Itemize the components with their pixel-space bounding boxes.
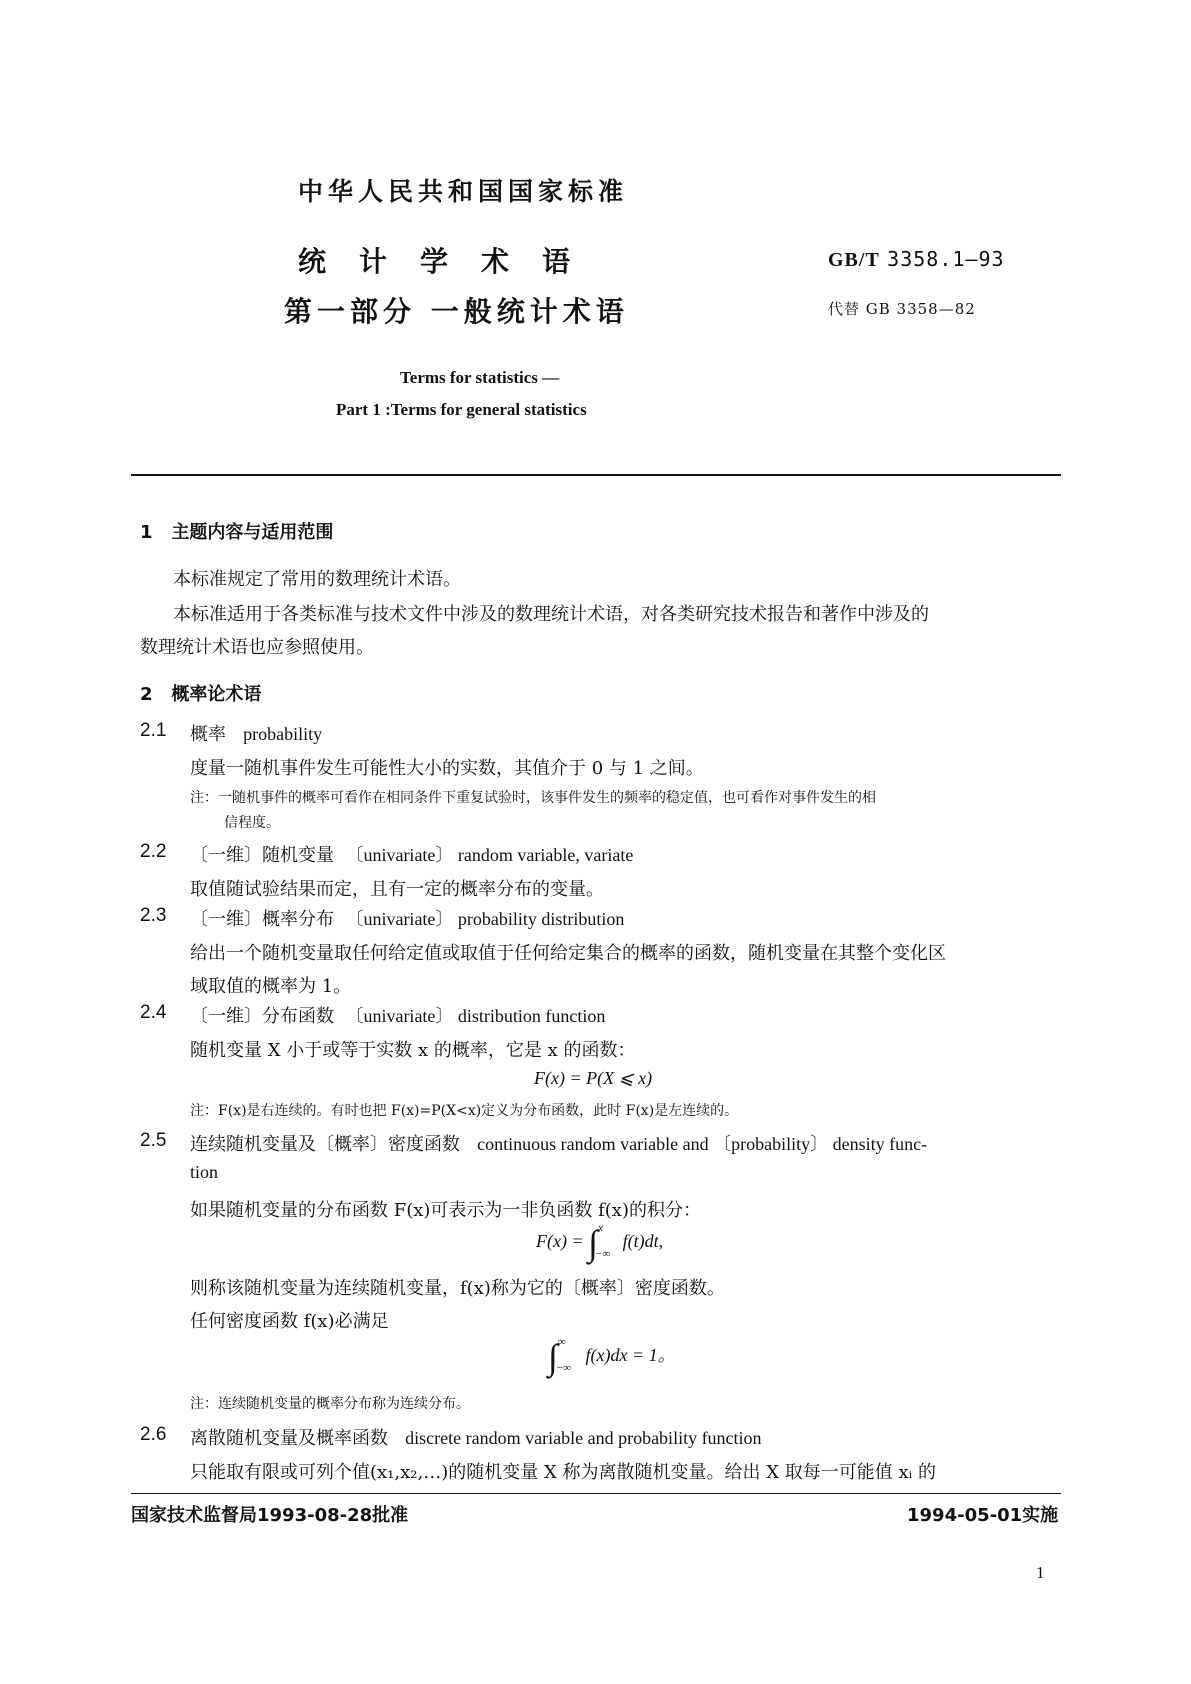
paragraph: 数理统计术语也应参照使用。 — [140, 637, 374, 658]
approval-line: 国家技术监督局1993-08-28批准 — [131, 1505, 409, 1526]
integral-sign: ∫ — [548, 1337, 558, 1377]
term-en: continuous random variable and 〔probability〕 density func- — [477, 1134, 928, 1154]
integral-sign: ∫ — [588, 1223, 598, 1263]
formula-lhs: F(x) = — [536, 1231, 584, 1251]
footer-divider — [131, 1493, 1061, 1494]
national-standard-title: 中华人民共和国国家标准 — [298, 177, 629, 206]
term-definition: 取值随试验结果而定，且有一定的概率分布的变量。 — [190, 879, 604, 900]
term-heading — [190, 841, 633, 867]
term-number: 2.4 — [140, 1002, 167, 1023]
formula-rhs: f(t)dt, — [622, 1231, 664, 1251]
integral-upper-limit: ∞ — [557, 1336, 566, 1348]
term-note: 信程度。 — [224, 815, 280, 831]
term-cn: 〔一维〕概率分布 — [190, 909, 334, 930]
section-number: 2 — [140, 684, 153, 705]
term-note: 注：一随机事件的概率可看作在相同条件下重复试验时，该事件发生的频率的稳定值，也可看作对事件发生的相 — [190, 790, 876, 806]
term-cn: 连续随机变量及〔概率〕密度函数 — [190, 1134, 460, 1155]
term-en: 〔univariate〕 random variable, variate — [345, 845, 634, 865]
term-cn: 概率 — [190, 724, 226, 745]
english-subtitle: Part 1 :Terms for general statistics — [336, 400, 587, 419]
term-heading — [190, 1002, 605, 1028]
formula: F(x) = P(X ⩽ x) — [534, 1068, 653, 1088]
page-number: 1 — [1036, 1563, 1045, 1582]
document-subtitle: 第一部分 一般统计术语 — [284, 295, 629, 328]
document-title: 统计学术语 — [298, 245, 604, 278]
term-definition: 如果随机变量的分布函数 F(x)可表示为一非负函数 f(x)的积分： — [190, 1200, 701, 1221]
term-en: 〔univariate〕 distribution function — [345, 1006, 606, 1026]
english-title: Terms for statistics — — [400, 368, 560, 387]
term-en: 〔univariate〕 probability distribution — [345, 909, 625, 929]
replaces-standard: 代替 GB 3358—82 — [828, 300, 976, 318]
term-definition: 度量一随机事件发生可能性大小的实数，其值介于 0 与 1 之间。 — [190, 758, 704, 779]
section-title: 主题内容与适用范围 — [171, 522, 334, 543]
paragraph: 本标准规定了常用的数理统计术语。 — [173, 569, 461, 590]
paragraph: 本标准适用于各类标准与技术文件中涉及的数理统计术语，对各类研究技术报告和著作中涉及的 — [173, 604, 929, 625]
section-heading-2 — [140, 680, 261, 706]
term-definition: 只能取有限或可列个值(x₁,x₂,…)的随机变量 X 称为离散随机变量。给出 X 取每一可能值 xᵢ 的 — [190, 1462, 936, 1483]
term-definition: 任何密度函数 f(x)必满足 — [190, 1311, 389, 1332]
term-heading — [190, 720, 322, 746]
section-title: 概率论术语 — [171, 684, 262, 705]
term-number: 2.3 — [140, 905, 167, 926]
formula-rhs: f(x)dx = 1。 — [585, 1345, 676, 1365]
standard-code — [828, 247, 1005, 272]
integral-upper-limit: x — [598, 1222, 603, 1234]
term-en-continued: tion — [190, 1162, 219, 1182]
standard-code-number: 3358.1—93 — [887, 247, 1005, 271]
term-note: 注：F(x)是右连续的。有时也把 F(x)=P(X<x)定义为分布函数，此时 F(x)是左连续的。 — [190, 1103, 739, 1119]
term-cn: 离散随机变量及概率函数 — [190, 1428, 388, 1449]
term-definition: 随机变量 X 小于或等于实数 x 的概率，它是 x 的函数： — [190, 1040, 636, 1061]
term-heading — [190, 1424, 762, 1450]
term-definition: 域取值的概率为 1。 — [190, 976, 352, 997]
term-number: 2.2 — [140, 841, 167, 862]
term-en: probability — [243, 724, 323, 744]
integral-lower-limit: −∞ — [594, 1248, 611, 1260]
header-divider — [131, 474, 1061, 476]
term-heading — [190, 1130, 927, 1156]
section-number: 1 — [140, 522, 153, 543]
implementation-date: 1994-05-01实施 — [907, 1505, 1059, 1526]
formula-integral — [536, 1222, 663, 1264]
integral-lower-limit: −∞ — [555, 1362, 571, 1374]
standard-code-prefix: GB/T — [828, 249, 880, 271]
term-number: 2.5 — [140, 1130, 167, 1151]
term-number: 2.6 — [140, 1424, 167, 1445]
term-definition: 则称该随机变量为连续随机变量，f(x)称为它的〔概率〕密度函数。 — [190, 1278, 725, 1299]
section-heading-1 — [140, 518, 333, 544]
term-note: 注：连续随机变量的概率分布称为连续分布。 — [190, 1396, 470, 1412]
formula-integral — [548, 1336, 676, 1378]
term-definition: 给出一个随机变量取任何给定值或取值于任何给定集合的概率的函数，随机变量在其整个变化区 — [190, 943, 946, 964]
term-number: 2.1 — [140, 720, 167, 741]
term-heading — [190, 905, 624, 931]
term-cn: 〔一维〕分布函数 — [190, 1006, 334, 1027]
term-cn: 〔一维〕随机变量 — [190, 845, 334, 866]
term-en: discrete random variable and probability function — [405, 1428, 762, 1448]
